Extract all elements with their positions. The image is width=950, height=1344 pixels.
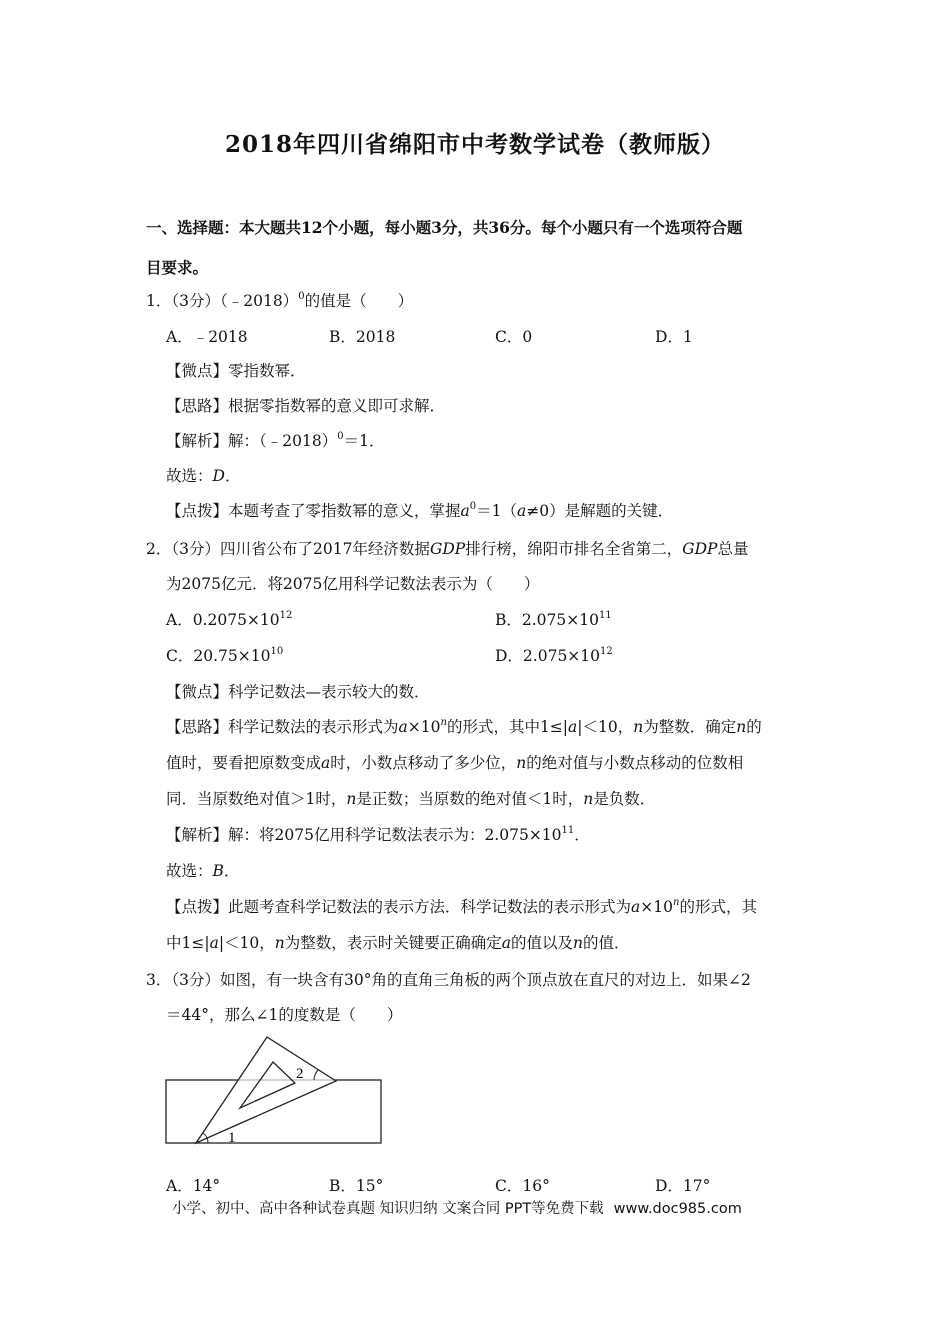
q2-jiexi: 【解析】解：将2075亿用科学记数法表示为：$2.075\times 10^{11}$． xyxy=(166,824,590,844)
question-number: 2． xyxy=(146,540,172,558)
footer-url[interactable]: www.doc985.com xyxy=(613,1201,742,1217)
q3-option-a: A．14° xyxy=(166,1177,221,1195)
question-2-stem: 2．（3分）四川省公布了2017年经济数据GDP排行榜，绵阳市排名全省第二，GDP总量 xyxy=(146,540,749,558)
q1-option-a: A．﹣2018 xyxy=(166,328,248,346)
angle-2-label: 2 xyxy=(296,1066,304,1082)
q3-option-d: D．17° xyxy=(655,1177,711,1195)
q2-weidian: 【微点】科学记数法—表示较大的数． xyxy=(166,683,430,701)
q1-option-b: B．2018 xyxy=(329,328,396,346)
q2-silu-cont: 值时，要看把原数变成a时，小数点移动了多少位，n的绝对值与小数点移动的位数相 xyxy=(166,754,744,772)
q2-option-b: B．$2.075\times 10^{11}$ xyxy=(495,609,612,629)
q2-answer: 故选：B． xyxy=(166,862,240,880)
question-number: 1． xyxy=(146,292,172,310)
q1-answer: 故选：D． xyxy=(166,467,241,485)
question-number: 3． xyxy=(146,971,172,989)
q3-option-c: C．16° xyxy=(495,1177,550,1195)
footer-text: 小学、初中、高中各种试卷真题 知识归纳 文案合同 PPT等免费下载 xyxy=(172,1201,604,1217)
footer-watermark xyxy=(172,1197,742,1218)
q1-option-c: C．0 xyxy=(495,328,533,346)
q2-silu: 【思路】科学记数法的表示形式为$a\times 10^n$的形式，其中1≤|a|＜10，n为整数．确定n的 xyxy=(166,716,762,736)
ruler-triangle-figure xyxy=(160,1033,386,1147)
q2-dianbo-cont: 中1≤|a|＜10，n为整数，表示时关键要正确确定a的值以及n的值． xyxy=(166,934,630,952)
q1-silu: 【思路】根据零指数幂的意义即可求解． xyxy=(166,397,446,415)
angle-1-label: 1 xyxy=(228,1130,236,1146)
question-1-stem: 1．（3分）（﹣2018）$^0$的值是（ ） xyxy=(146,290,414,310)
q1-option-d: D．1 xyxy=(655,328,693,346)
section-heading: 一、选择题：本大题共12个小题，每小题3分，共36分。每个小题只有一个选项符合题 xyxy=(146,218,743,237)
q2-silu-cont2: 同．当原数绝对值＞1时，n是正数；当原数的绝对值＜1时，n是负数． xyxy=(166,790,656,808)
q3-option-b: B．15° xyxy=(329,1177,384,1195)
page-title: 2018年四川省绵阳市中考数学试卷（教师版） xyxy=(224,131,725,158)
question-3-stem: 3．（3分）如图，有一块含有30°角的直角三角板的两个顶点放在直尺的对边上．如果∠2 xyxy=(146,971,751,989)
q2-dianbo: 【点拨】此题考查科学记数法的表示方法．科学记数法的表示形式为$a\times 10^n$的形式，其 xyxy=(166,896,757,916)
q1-weidian: 【微点】零指数幂． xyxy=(166,362,306,380)
q2-option-c: C．$20.75\times 10^{10}$ xyxy=(166,645,284,665)
question-3-stem-cont: ＝44°，那么∠1的度数是（ ） xyxy=(166,1006,403,1024)
q1-jiexi: 【解析】解：（﹣2018）$^0$＝1． xyxy=(166,430,385,450)
q1-dianbo: 【点拨】本题考查了零指数幂的意义，掌握$a^0=1(a\ne 0)$是解题的关键． xyxy=(166,500,674,520)
q2-option-a: A．$0.2075\times 10^{12}$ xyxy=(166,609,293,629)
section-heading-cont: 目要求。 xyxy=(146,258,209,277)
question-2-stem-cont: 为2075亿元．将2075亿用科学记数法表示为（ ） xyxy=(166,575,540,593)
q2-option-d: D．$2.075\times 10^{12}$ xyxy=(495,645,613,665)
